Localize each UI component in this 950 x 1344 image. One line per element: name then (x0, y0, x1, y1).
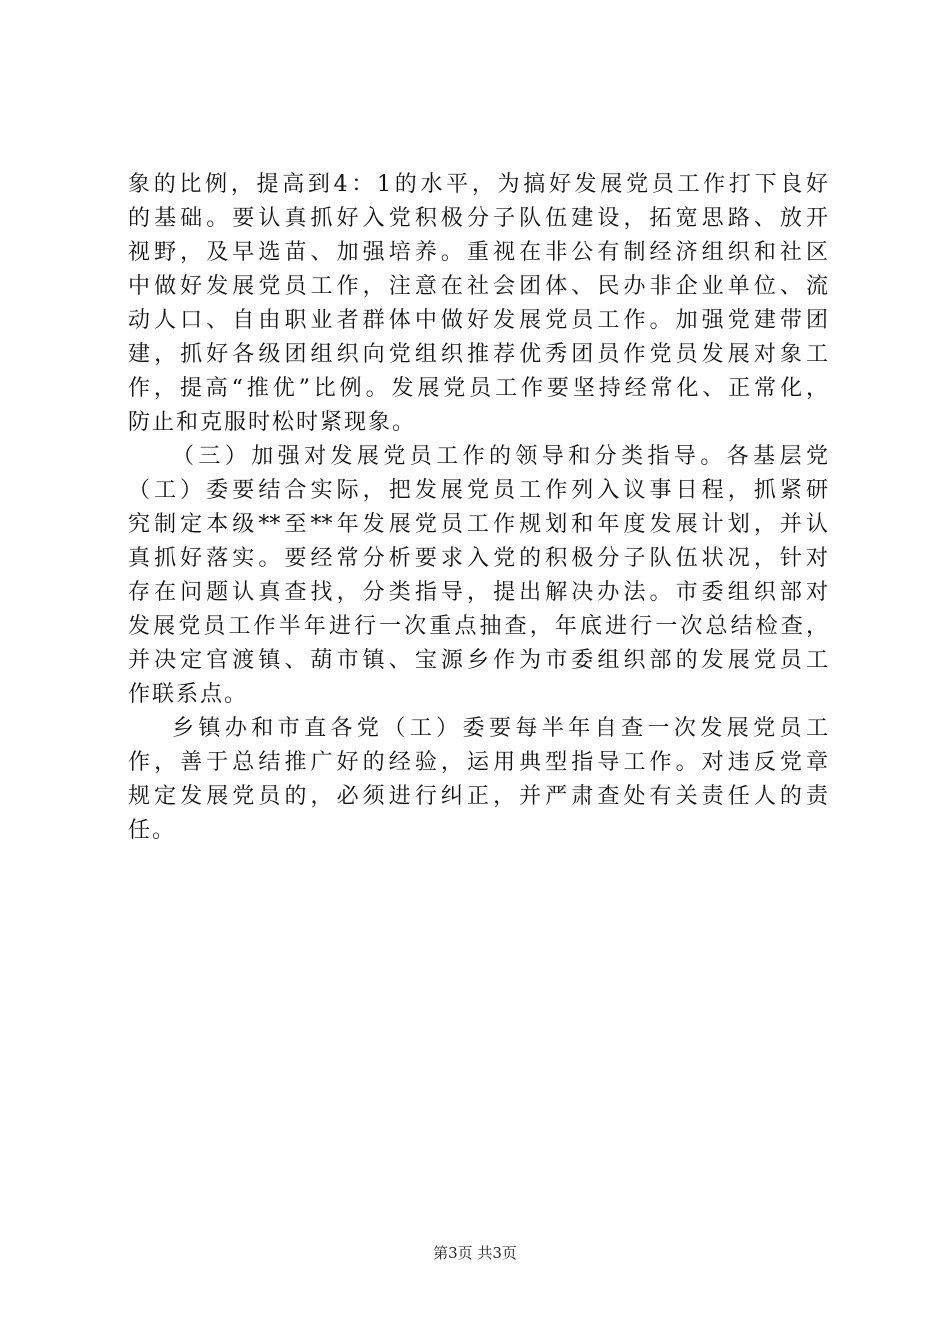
paragraph-line: 防止和克服时松时紧现象。 (128, 410, 417, 435)
paragraph-line: 任。 (128, 818, 177, 843)
paragraph-line: 作，提高“推优”比例。发展党员工作要坚持经常化、正常化， (128, 376, 828, 401)
paragraph-line: 象的比例，提高到4：1的水平，为搞好发展党员工作打下良好 (128, 172, 828, 197)
paragraph-line: 作，善于总结推广好的经验，运用典型指导工作。对违反党章 (128, 750, 828, 775)
paragraph-line: （三）加强对发展党员工作的领导和分类指导。各基层党 (172, 444, 828, 469)
paragraph-2 (128, 440, 828, 712)
paragraph-line: 建，抓好各级团组织向党组织推荐优秀团员作党员发展对象工 (128, 342, 828, 367)
paragraph-line: （工）委要结合实际，把发展党员工作列入议事日程，抓紧研 (128, 478, 828, 503)
page-number: 第3页 共3页 (433, 1244, 517, 1262)
paragraph-line: 视野，及早选苗、加强培养。重视在非公有制经济组织和社区 (128, 240, 828, 265)
paragraph-line: 中做好发展党员工作，注意在社会团体、民办非企业单位、流 (128, 274, 828, 299)
paragraph-line: 并决定官渡镇、葫市镇、宝源乡作为市委组织部的发展党员工 (128, 648, 828, 673)
paragraph-line: 动人口、自由职业者群体中做好发展党员工作。加强党建带团 (128, 308, 828, 333)
page-footer (0, 1243, 950, 1263)
document-body (128, 168, 828, 848)
paragraph-line: 的基础。要认真抓好入党积极分子队伍建设，拓宽思路、放开 (128, 206, 828, 231)
paragraph-1 (128, 168, 828, 440)
paragraph-line: 存在问题认真查找，分类指导，提出解决办法。市委组织部对 (128, 580, 828, 605)
paragraph-line: 作联系点。 (128, 682, 249, 707)
paragraph-line: 发展党员工作半年进行一次重点抽查，年底进行一次总结检查， (128, 614, 828, 639)
paragraph-line: 乡镇办和市直各党（工）委要每半年自查一次发展党员工 (172, 716, 828, 741)
paragraph-line: 真抓好落实。要经常分析要求入党的积极分子队伍状况，针对 (128, 546, 828, 571)
paragraph-3 (128, 712, 828, 848)
paragraph-line: 究制定本级**至**年发展党员工作规划和年度发展计划，并认 (128, 512, 828, 537)
paragraph-line: 规定发展党员的，必须进行纠正，并严肃查处有关责任人的责 (128, 784, 828, 809)
